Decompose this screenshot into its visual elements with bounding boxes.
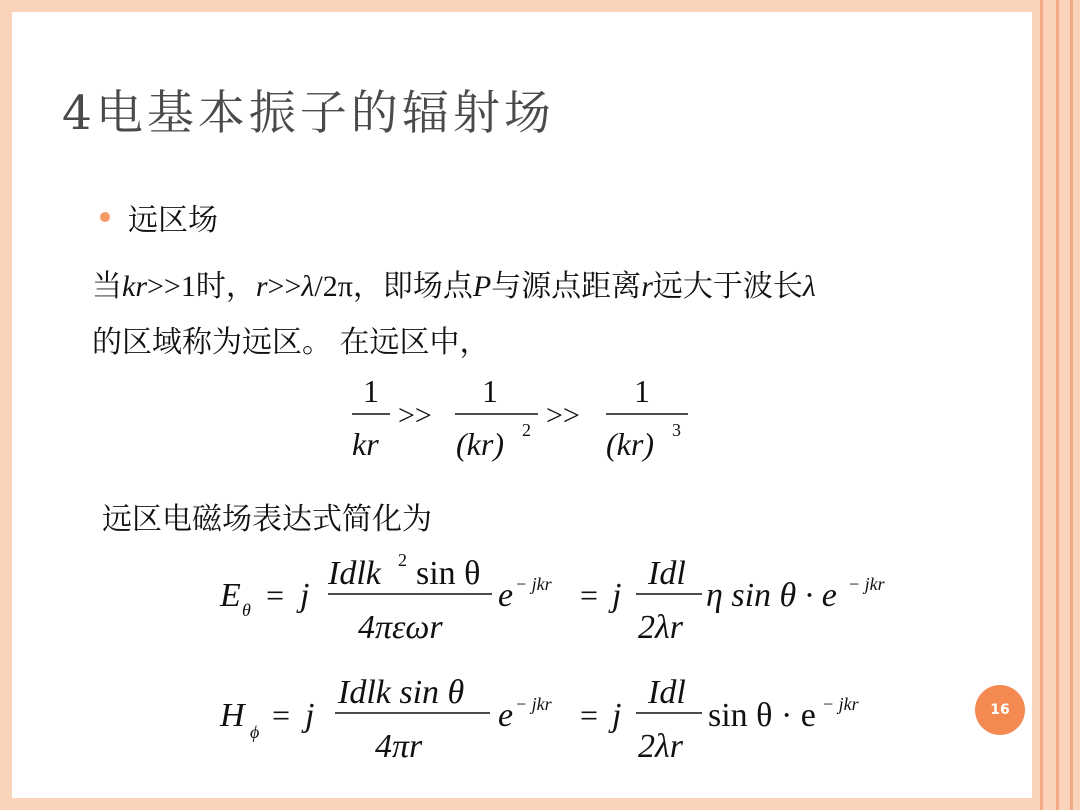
denominator: (kr)	[456, 426, 504, 462]
h-symbol: H	[220, 697, 245, 734]
math-var: λ	[301, 270, 315, 303]
math-var: r	[641, 270, 653, 303]
numerator: 1	[363, 373, 379, 409]
text-run: /2π，即场点	[314, 270, 473, 303]
denominator: 2λr	[638, 609, 683, 646]
text-run: 远大于波长	[652, 270, 803, 303]
slide-title: 4电基本振子的辐射场	[62, 86, 555, 141]
exponent: − jkr	[822, 694, 859, 714]
numerator: Idlk sin θ	[338, 674, 465, 711]
h-phi-formula	[219, 674, 860, 765]
numerator: Idlk	[328, 555, 381, 592]
denominator: 4πr	[375, 728, 423, 765]
numerator-sin: sin θ	[416, 555, 481, 592]
exponent: 3	[672, 420, 681, 440]
bullet-text: 远区场	[128, 203, 218, 238]
math-var: kr	[122, 270, 147, 303]
text-run: >>	[267, 270, 302, 303]
exp-base: e	[498, 577, 514, 614]
equals-sign: =	[266, 577, 285, 613]
trailing-term: sin θ · e	[708, 697, 816, 734]
exponent: − jkr	[515, 574, 552, 594]
equals-sign: =	[580, 697, 599, 733]
denominator: 2λr	[638, 728, 683, 765]
math-var: r	[255, 270, 268, 303]
imag-unit: j	[612, 577, 622, 614]
numerator: 1	[482, 373, 498, 409]
subscript: θ	[242, 600, 251, 620]
exp-base: e	[498, 697, 514, 734]
imag-unit: j	[300, 577, 310, 614]
numerator: Idl	[648, 674, 686, 711]
much-greater-sign: >>	[546, 399, 580, 432]
math-var: λ	[802, 270, 816, 303]
text-run: 当	[92, 270, 122, 303]
imag-unit: j	[305, 697, 315, 734]
text-run: >>1时，	[147, 270, 256, 303]
text-run: 与源点距离	[491, 270, 642, 303]
paragraph-simplified: 远区电磁场表达式简化为	[102, 503, 432, 536]
inequality-formula	[352, 373, 688, 462]
numerator: Idl	[648, 555, 686, 592]
page-number-badge: 16	[975, 685, 1025, 735]
trailing-term: η sin θ · e	[706, 577, 837, 614]
exponent: − jkr	[848, 574, 885, 594]
paragraph-far-zone: 的区域称为远区。 在远区中，	[92, 326, 490, 359]
much-greater-sign: >>	[398, 399, 432, 432]
math-var: P	[472, 270, 492, 303]
e-symbol: E	[220, 577, 241, 614]
equals-sign: =	[580, 577, 599, 613]
exponent: 2	[398, 550, 407, 570]
denominator: 4πεωr	[358, 609, 443, 646]
exponent: − jkr	[515, 694, 552, 714]
equals-sign: =	[272, 697, 291, 733]
e-theta-formula	[219, 550, 886, 646]
imag-unit: j	[612, 697, 622, 734]
denominator: (kr)	[606, 426, 654, 462]
numerator: 1	[634, 373, 650, 409]
exponent: 2	[522, 420, 531, 440]
subscript: ϕ	[250, 722, 260, 742]
denominator: kr	[352, 426, 379, 462]
